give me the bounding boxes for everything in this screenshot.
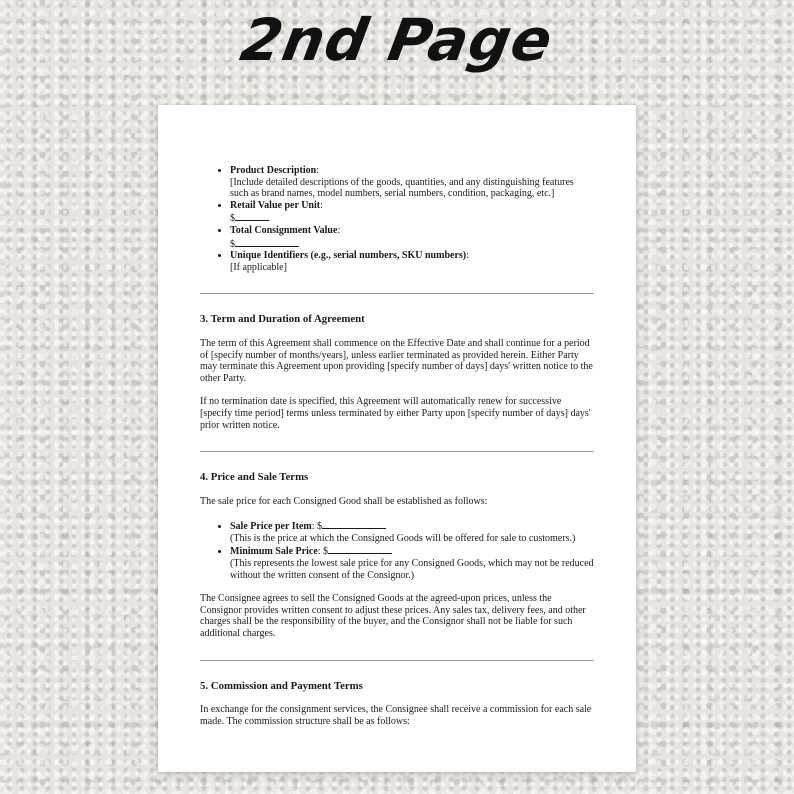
item-value: $ — [230, 238, 235, 250]
paragraph: In exchange for the consignment services, the Consignee shall receive a commission for each sale made. The commission structure shall be as follows: — [200, 704, 592, 727]
item-note: (This is the price at which the Consigned Goods will be offered for sale to customers.) — [230, 532, 576, 544]
list-item: • Sale Price per Item: $ (This is the price at which the Consigned Goods will be offered for sale to customers.) — [230, 519, 594, 544]
price-terms-list — [200, 519, 594, 581]
list-item: • Total Consignment Value: $ — [230, 225, 594, 250]
page-banner-title: 2nd Page — [235, 6, 559, 74]
paragraph: If no termination date is specified, this Agreement will automatically renew for successive [specify time period] terms unless terminated by either Party upon [specify number of days] days' prior written notice. — [200, 396, 591, 431]
section-divider — [200, 293, 594, 294]
item-label: Total Consignment Value — [230, 224, 338, 236]
paragraph: The term of this Agreement shall commence on the Effective Date and shall continue for a period of [specify number of months/years], unless earlier terminated as provided herein. Either Party may terminate this Agreement upon providing [specify number of days] days' written notice to the other Party. — [200, 337, 593, 384]
document-page — [158, 105, 636, 772]
item-value: [Include detailed descriptions of the goods, quantities, and any distinguishing features such as brand names, model numbers, serial numbers, condition, packaging, etc.] — [230, 176, 574, 200]
item-label: Unique Identifiers (e.g., serial numbers, SKU numbers) — [230, 250, 467, 262]
section-divider — [200, 660, 594, 661]
paragraph: The sale price for each Consigned Good shall be established as follows: — [200, 495, 488, 507]
item-value: $ — [230, 213, 235, 225]
fill-in-blank — [235, 237, 299, 247]
list-item: • Minimum Sale Price: $ (This represents the lowest sale price for any Consigned Goods, which may not be reduced without the written consent of the Consignor.) — [230, 544, 594, 581]
list-item: • Unique Identifiers (e.g., serial numbers, SKU numbers): [If applicable] — [230, 250, 594, 273]
item-value: [If applicable] — [230, 261, 287, 273]
list-item: • Product Description: [Include detailed descriptions of the goods, quantities, and any distinguishing features such as brand names, model numbers, serial numbers, condition, packaging, etc.] — [230, 165, 594, 200]
section-heading: 3. Term and Duration of Agreement — [200, 313, 365, 326]
item-note: (This represents the lowest sale price for any Consigned Goods, which may not be reduced without the written consent of the Consignor.) — [230, 558, 594, 581]
list-item: • Retail Value per Unit: $ — [230, 200, 594, 225]
fill-in-blank — [328, 544, 392, 554]
section-divider — [200, 451, 594, 452]
product-details-list — [200, 165, 594, 273]
item-label: Sale Price per Item — [230, 521, 312, 533]
fill-in-blank — [322, 519, 386, 529]
item-label: Product Description — [230, 165, 317, 176]
fill-in-blank — [235, 211, 269, 221]
item-label: Minimum Sale Price — [230, 546, 318, 558]
item-label: Retail Value per Unit — [230, 199, 321, 211]
section-heading: 4. Price and Sale Terms — [200, 471, 309, 484]
paragraph: The Consignee agrees to sell the Consigned Goods at the agreed-upon prices, unless the Consignor provides written consent to adjust these prices. Any sales tax, delivery fees, and other charges shall be the responsibility of the buyer, and the Consignor shall not be liable for such additional charges. — [200, 593, 586, 640]
section-heading: 5. Commission and Payment Terms — [200, 679, 363, 692]
